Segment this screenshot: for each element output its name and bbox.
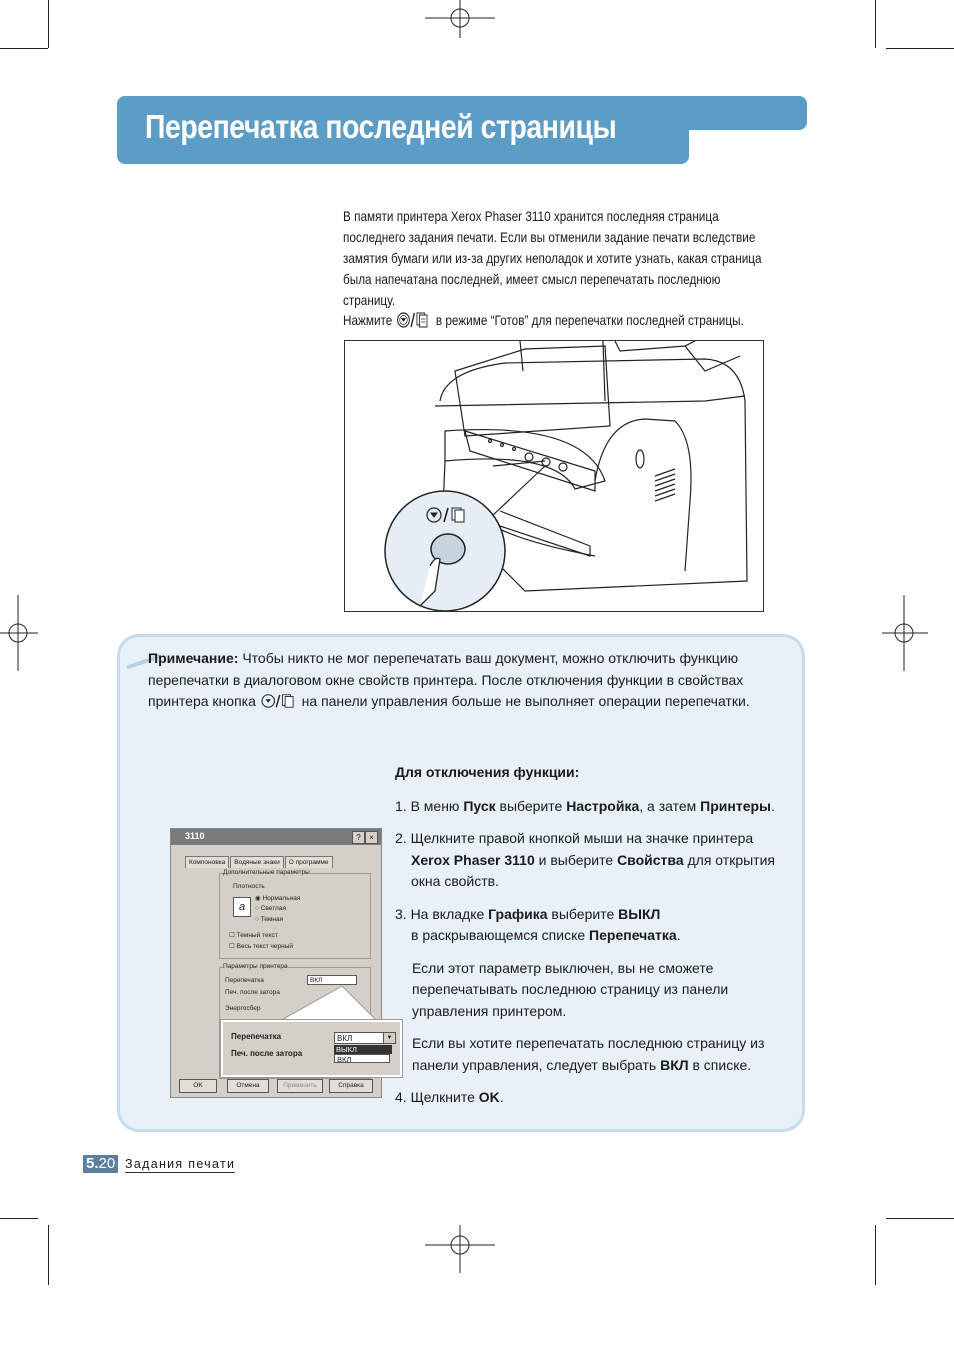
- zoom-jam-label: Печ. после затора: [231, 1049, 303, 1058]
- close-icon[interactable]: ×: [365, 831, 378, 844]
- step-1-settings: Настройка: [566, 797, 640, 814]
- step-3-note-1: Если этот параметр выключен, вы не сможете перепечатывать последнюю страницу из панели управления принтером.: [412, 959, 729, 1019]
- radio-normal[interactable]: ◉ Нормальная: [255, 895, 301, 902]
- option-off[interactable]: ВЫКЛ: [334, 1045, 392, 1054]
- step-3-off: ВЫКЛ: [618, 905, 661, 922]
- radio-dark[interactable]: ○ Темная: [255, 916, 284, 923]
- steps-list: [395, 762, 795, 1120]
- press-before: Нажмите: [343, 312, 393, 328]
- zoom-select-value: ВКЛ: [337, 1034, 353, 1043]
- group-printer-label: Параметры принтера: [223, 963, 288, 970]
- step-3: [395, 904, 795, 947]
- step-3-text-a: 3. На вкладке: [395, 905, 489, 922]
- zoom-connector: [270, 980, 390, 1025]
- step-2: [395, 828, 795, 893]
- printer-drawing: [345, 341, 763, 611]
- step-2-printer-name: Xerox Phaser 3110: [411, 851, 535, 868]
- step-2-properties: Свойства: [617, 851, 684, 868]
- step-4-text-a: 4. Щелкните: [395, 1089, 479, 1105]
- reprint-select-value: ВКЛ: [310, 977, 323, 984]
- note-text-after: на панели управления больше не выполняет операции перепечатки.: [301, 693, 750, 709]
- dialog-tabs: [185, 851, 334, 866]
- cancel-reprint-icon-inline: [260, 693, 298, 716]
- radio-light[interactable]: ○ Светлая: [255, 905, 286, 912]
- step-3-graphics: Графика: [488, 905, 548, 922]
- step-2-text-d: для открытия: [683, 851, 775, 868]
- title-banner-strip: [600, 96, 807, 130]
- step-4-text-c: .: [499, 1089, 504, 1105]
- step-2-text-a: 2. Щелкните правой кнопкой мыши на значке принтера: [395, 830, 754, 846]
- density-icon: a: [233, 897, 251, 917]
- tab-layout[interactable]: Компоновка: [185, 856, 229, 868]
- chevron-down-icon[interactable]: ▼: [383, 1033, 395, 1043]
- tab-about[interactable]: О программе: [285, 856, 333, 868]
- help-button[interactable]: Справка: [329, 1079, 373, 1093]
- check-dark-text[interactable]: ☐ Темный текст: [229, 932, 278, 939]
- cancel-button[interactable]: Отмена: [227, 1079, 269, 1093]
- steps-heading: Для отключения функции:: [395, 764, 580, 780]
- chapter-number: 5.: [86, 1155, 99, 1172]
- step-4-ok: OK: [478, 1089, 500, 1105]
- ok-button[interactable]: OK: [179, 1079, 217, 1093]
- group-advanced-label: Дополнительные параметры: [223, 869, 310, 876]
- check-all-black[interactable]: ☐ Весь текст черный: [229, 943, 294, 950]
- step-3-note-2-on: ВКЛ: [660, 1056, 689, 1073]
- step-3-text-d: в раскрывающемся списке: [411, 927, 590, 943]
- step-1-text-c: выберите: [495, 797, 567, 814]
- press-after: в режиме “Готов” для перепечатки последней страницы.: [435, 312, 744, 328]
- step-3-note-2-c: в списке.: [688, 1056, 752, 1073]
- tab-watermarks[interactable]: Водяные знаки: [230, 856, 283, 868]
- help-icon[interactable]: ?: [352, 831, 365, 844]
- note-text-before: Чтобы никто не мог перепечатать ваш документ, можно отключить функцию перепечатки в диалоговом окне свойств принтера. После отключения функции в свойствах принтера кнопка: [148, 650, 744, 709]
- intro-paragraph: В памяти принтера Xerox Phaser 3110 хранится последняя страница последнего задания печати. Если вы отменили задание печати вследствие замятия бумаги или из-за других неполадок и хотите узнать, какая страница была напечатана последней, имеет смысл перепечатать последнюю страницу.: [343, 208, 762, 308]
- step-1-text-d: , а затем: [639, 797, 701, 814]
- step-1-text-a: 1. В меню: [395, 797, 464, 814]
- step-3-text-c: выберите: [547, 905, 619, 922]
- registration-mark-top: [420, 0, 500, 40]
- step-1-printers: Принтеры: [700, 797, 771, 814]
- page-num: 20: [98, 1155, 116, 1172]
- step-1-start: Пуск: [463, 797, 496, 814]
- step-3-text-e: .: [676, 927, 681, 943]
- step-2-text-c: и выберите: [534, 851, 618, 868]
- step-2-line2: [395, 850, 795, 872]
- step-3-note-2: [395, 1033, 795, 1076]
- press-instruction: [343, 311, 744, 332]
- step-3-reprint: Перепечатка: [589, 927, 677, 943]
- step-1: [395, 796, 795, 818]
- step-4: [395, 1087, 795, 1109]
- registration-mark-bottom: [420, 1225, 500, 1275]
- reprint-zoom-panel: [221, 1020, 402, 1077]
- zoom-reprint-label: Перепечатка: [231, 1032, 282, 1041]
- density-label: Плотность: [233, 883, 265, 890]
- page-title: Перепечатка последней страницы: [145, 108, 617, 145]
- row-reprint-label: Перепечатка: [225, 977, 264, 984]
- note-label: Примечание:: [148, 650, 239, 666]
- page-number: [83, 1155, 118, 1173]
- option-on[interactable]: ВКЛ: [334, 1054, 390, 1063]
- dialog-title: 3110: [185, 831, 205, 841]
- cancel-reprint-icon: [396, 311, 433, 332]
- dialog-titlebar: [171, 829, 381, 845]
- step-2-text-e: окна свойств.: [411, 873, 499, 889]
- step-1-text-e: .: [771, 797, 775, 814]
- step-3-note-2-a: Если вы хотите перепечатать последнюю страницу из панели управления, следует выбрать: [412, 1035, 765, 1073]
- row-jam-label: Печ. после затора: [225, 989, 280, 996]
- registration-mark-left: [0, 595, 40, 675]
- apply-button[interactable]: Применить: [277, 1079, 323, 1093]
- registration-mark-right: [880, 595, 930, 675]
- printer-illustration: [344, 340, 764, 612]
- row-power-label: Энергосбер: [225, 1005, 261, 1012]
- footer-section-label: Задания печати: [125, 1157, 236, 1171]
- step-3-line2: [395, 925, 795, 947]
- zoom-reprint-select[interactable]: [334, 1032, 396, 1044]
- note-text: [148, 648, 788, 716]
